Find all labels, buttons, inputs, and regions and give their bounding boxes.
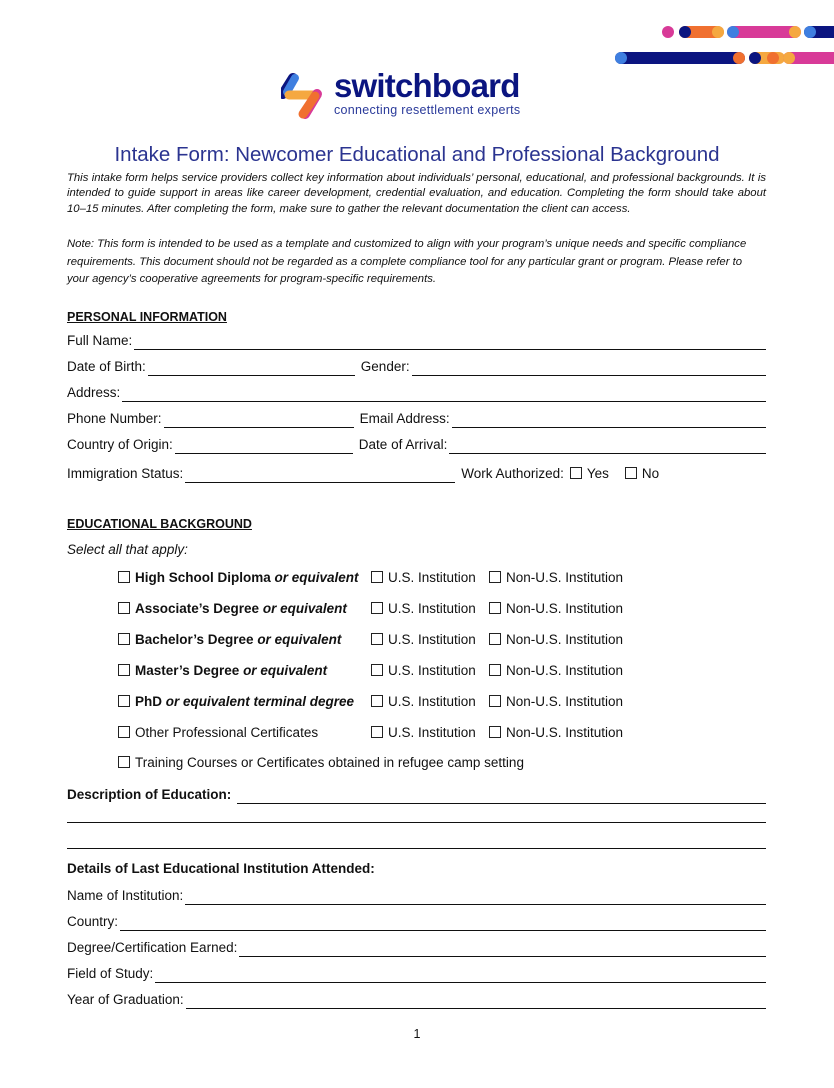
- work-authorized-no[interactable]: No: [625, 465, 659, 483]
- work-authorized-label: Work Authorized:: [461, 466, 564, 481]
- degree-earned-row: [67, 937, 766, 957]
- checkbox-icon[interactable]: [118, 664, 130, 676]
- select-all-instruction: Select all that apply:: [67, 542, 188, 557]
- non-us-institution-option[interactable]: Non-U.S. Institution: [489, 601, 623, 616]
- checkbox-icon[interactable]: [489, 633, 501, 645]
- degree-row-bachelor: Bachelor’s Degree or equivalent U.S. Institution Non-U.S. Institution: [118, 631, 623, 649]
- checkbox-icon[interactable]: [118, 756, 130, 768]
- institution-country-row: [67, 911, 766, 931]
- full-name-label: Full Name:: [67, 333, 133, 348]
- checkbox-icon[interactable]: [489, 571, 501, 583]
- degree-earned-label: Degree/Certification Earned:: [67, 940, 238, 955]
- non-us-institution-option[interactable]: Non-U.S. Institution: [489, 663, 623, 678]
- checkbox-icon[interactable]: [371, 633, 383, 645]
- country-origin-label: Country of Origin:: [67, 437, 173, 452]
- immigration-field[interactable]: [185, 466, 455, 483]
- degree-row-master: Master’s Degree or equivalent U.S. Institution Non-U.S. Institution: [118, 662, 623, 680]
- checkbox-icon[interactable]: [371, 602, 383, 614]
- description-field-line-2[interactable]: [67, 822, 766, 823]
- last-institution-heading: Details of Last Educational Institution Attended:: [67, 861, 375, 876]
- compliance-note: Note: This form is intended to be used as a template and customized to align with your program’s unique needs and specific compliance requirements. This document should not be regarded as a complete compliance tool for any particular grant or program. Please refer to your agency’s cooperative agreements for program-specific requirements.: [67, 238, 747, 286]
- origin-arrival-row: [67, 434, 766, 454]
- phone-label: Phone Number:: [67, 411, 162, 426]
- logo-tagline: connecting resettlement experts: [334, 103, 521, 117]
- checkbox-icon[interactable]: [118, 633, 130, 645]
- dob-field[interactable]: [148, 359, 355, 376]
- institution-name-label: Name of Institution:: [67, 888, 184, 903]
- institution-country-field[interactable]: [120, 914, 766, 931]
- year-of-graduation-row: [67, 989, 766, 1009]
- gender-label: Gender:: [360, 359, 410, 374]
- field-of-study-label: Field of Study:: [67, 966, 154, 981]
- us-institution-option[interactable]: U.S. Institution: [371, 693, 489, 711]
- checkbox-icon[interactable]: [371, 726, 383, 738]
- phone-email-row: [67, 408, 766, 428]
- degree-earned-field[interactable]: [239, 940, 766, 957]
- checkbox-icon[interactable]: [371, 571, 383, 583]
- us-institution-option[interactable]: U.S. Institution: [371, 724, 489, 742]
- immigration-row: [67, 463, 707, 483]
- email-field[interactable]: [452, 411, 766, 428]
- degree-row-associate: Associate’s Degree or equivalent U.S. Institution Non-U.S. Institution: [118, 600, 623, 618]
- dob-label: Date of Birth:: [67, 359, 146, 374]
- checkbox-icon[interactable]: [489, 602, 501, 614]
- institution-name-row: [67, 885, 766, 905]
- dob-gender-row: [67, 356, 766, 376]
- degree-row-high-school: High School Diploma or equivalent U.S. Institution Non-U.S. Institution: [118, 569, 623, 587]
- field-of-study-field[interactable]: [155, 966, 766, 983]
- description-field-line-1[interactable]: [237, 787, 766, 804]
- educational-background-heading: EDUCATIONAL BACKGROUND: [67, 517, 252, 531]
- work-authorized-yes[interactable]: Yes: [570, 465, 609, 483]
- training-courses-option[interactable]: Training Courses or Certificates obtained in refugee camp setting: [118, 754, 524, 772]
- checkbox-icon[interactable]: [489, 695, 501, 707]
- description-field-line-3[interactable]: [67, 848, 766, 849]
- full-name-field[interactable]: [134, 333, 766, 350]
- degree-row-other-certificates: Other Professional Certificates U.S. Institution Non-U.S. Institution: [118, 724, 623, 742]
- address-label: Address:: [67, 385, 121, 400]
- country-origin-field[interactable]: [175, 437, 353, 454]
- institution-country-label: Country:: [67, 914, 119, 929]
- degree-row-phd: PhD or equivalent terminal degree U.S. Institution Non-U.S. Institution: [118, 693, 623, 711]
- logo-wordmark: switchboard: [334, 67, 520, 104]
- checkbox-icon[interactable]: [118, 602, 130, 614]
- date-arrival-field[interactable]: [449, 437, 766, 454]
- checkbox-icon[interactable]: [371, 664, 383, 676]
- non-us-institution-option[interactable]: Non-U.S. Institution: [489, 570, 623, 585]
- checkbox-icon[interactable]: [570, 467, 582, 479]
- non-us-institution-option[interactable]: Non-U.S. Institution: [489, 632, 623, 647]
- field-of-study-row: [67, 963, 766, 983]
- description-of-education-row: [67, 784, 766, 804]
- page-title: Intake Form: Newcomer Educational and Professional Background: [114, 143, 720, 166]
- full-name-row: [67, 330, 766, 350]
- checkbox-icon[interactable]: [118, 726, 130, 738]
- us-institution-option[interactable]: U.S. Institution: [371, 600, 489, 618]
- checkbox-icon[interactable]: [371, 695, 383, 707]
- address-row: [67, 382, 766, 402]
- gender-field[interactable]: [412, 359, 766, 376]
- description-label: Description of Education:: [67, 787, 232, 802]
- year-of-graduation-label: Year of Graduation:: [67, 992, 184, 1007]
- phone-field[interactable]: [164, 411, 354, 428]
- us-institution-option[interactable]: U.S. Institution: [371, 569, 489, 587]
- checkbox-icon[interactable]: [118, 571, 130, 583]
- us-institution-option[interactable]: U.S. Institution: [371, 662, 489, 680]
- checkbox-icon[interactable]: [625, 467, 637, 479]
- institution-name-field[interactable]: [185, 888, 766, 905]
- year-of-graduation-field[interactable]: [186, 992, 766, 1009]
- immigration-label: Immigration Status:: [67, 466, 184, 481]
- non-us-institution-option[interactable]: Non-U.S. Institution: [489, 725, 623, 740]
- checkbox-icon[interactable]: [489, 726, 501, 738]
- switchboard-logo-icon: [281, 70, 329, 122]
- intro-paragraph: This intake form helps service providers collect key information about individuals’ personal, educational, and professional backgrounds. It is intended to guide support in areas like career development, credential evaluation, and education. Completing the form should take about 10–15 minutes. After completing the form, make sure to gather the relevant documentation the client can access.: [67, 172, 766, 215]
- us-institution-option[interactable]: U.S. Institution: [371, 631, 489, 649]
- page-number: 1: [413, 1027, 421, 1041]
- date-arrival-label: Date of Arrival:: [358, 437, 448, 452]
- address-field[interactable]: [122, 385, 766, 402]
- checkbox-icon[interactable]: [118, 695, 130, 707]
- checkbox-icon[interactable]: [489, 664, 501, 676]
- personal-information-heading: PERSONAL INFORMATION: [67, 310, 227, 324]
- non-us-institution-option[interactable]: Non-U.S. Institution: [489, 694, 623, 709]
- email-label: Email Address:: [359, 411, 450, 426]
